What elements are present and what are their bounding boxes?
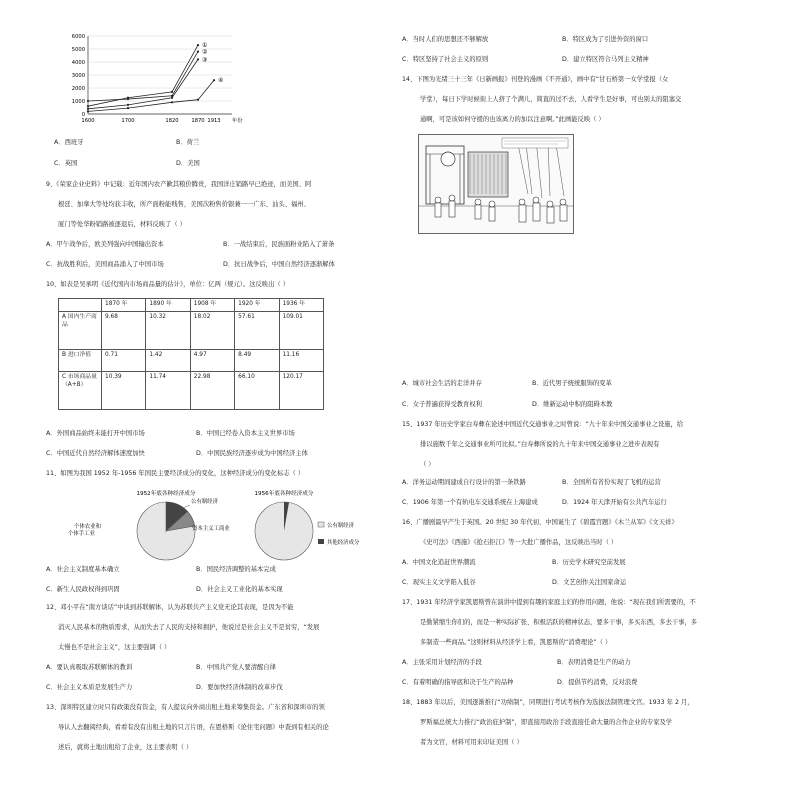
q15-stem-line3: （ ） — [420, 461, 435, 468]
table-cell: 9.68 — [102, 311, 146, 349]
data-point — [171, 91, 173, 93]
y-tick-label: 6000 — [71, 34, 85, 40]
data-point — [87, 105, 89, 107]
q11-option-c[interactable]: C．新生人民政权得到巩固 — [46, 586, 120, 593]
series-label: ③ — [202, 56, 208, 64]
q13-stem-line1: 13、深圳特区建立时只有政策没有资金，有人提议向外商出租土地来筹集资金。广东省和深圳市的领 — [46, 704, 325, 711]
y-tick-label: 4000 — [71, 60, 85, 66]
q12-stem-line1: 12、邓小平在“南方谈话”中谈到苏联解体，认为苏联共产主义党无论其表现，是因为不能 — [46, 604, 294, 611]
q16-option-c[interactable]: C．现实主义文学陷入低谷 — [402, 579, 476, 586]
data-point — [127, 98, 129, 100]
q8-option-d[interactable]: D．美国 — [176, 160, 200, 167]
q9-stem-line2: 根廷、加拿大等处均获丰收，所产面粉能贱售，美国次粉售价银兼一一广东、汕头、福州、 — [58, 201, 310, 208]
q9-option-a[interactable]: A．甲午战争后，欧美列强向中国输出资本 — [46, 241, 164, 248]
q16-option-a[interactable]: A．中国文化追赶世界潮流 — [402, 559, 476, 566]
q9-option-c[interactable]: C．抗战胜利后，美国商品涌入了中国市场 — [46, 261, 164, 268]
pie2-legend-other: 其他经济成分 — [327, 540, 360, 546]
q11-option-b[interactable]: B．国民经济调整的基本完成 — [196, 566, 276, 573]
table-row — [59, 349, 324, 371]
table-cell: 11.16 — [279, 349, 323, 371]
series-line — [88, 45, 198, 106]
q15-option-c[interactable]: C．1906 年第一个有轨电车交通系统在上海建成 — [402, 499, 538, 506]
q10-option-b[interactable]: B．中国已经卷入资本主义世界市场 — [196, 430, 295, 437]
q11-option-d[interactable]: D．社会主义工业化的基本实现 — [196, 586, 283, 593]
table-cell: 57.61 — [235, 311, 279, 349]
pie2-legend-swatch-public — [318, 522, 324, 527]
table-header-cell — [59, 299, 102, 312]
q15-option-b[interactable]: B．全国所有省份实现了飞机的运营 — [562, 479, 661, 486]
q16-stem-line1: 16、广播剧最早产生于英国。20 世纪 30 年代初，中国诞生了《碧霞宫题》《木兰从军》《文天祥》 — [402, 519, 678, 526]
q12-option-a[interactable]: A．要认真吸取苏联解体的教训 — [46, 664, 133, 671]
q9-stem-line3: 厦门等处华粉销路被逐退后，材料反映了（ ） — [58, 221, 186, 228]
q10-stem: 10、如表是吴承明《近代国内市场商品量的估计》，单位：亿两（规元）。这反映出（ ） — [46, 281, 289, 288]
table-cell: 0.71 — [102, 349, 146, 371]
q12-stem-line2: 消灭人民基本的物质需求，从而失去了人民的支持和拥护，他说过是社会主义不是贫穷，“发展 — [58, 624, 320, 631]
table-cell: 10.32 — [146, 311, 190, 349]
y-tick-label: 0 — [81, 112, 85, 118]
gdp-line-chart — [46, 30, 246, 130]
q18-stem-line1: 18、1883 年以后，美国逐渐推行“功绩制”，同期进行考试考核作为选拔法制管理文官。1933 年 2 月， — [402, 699, 694, 706]
q14-option-b[interactable]: B．近代男子统统服饰的变革 — [532, 380, 612, 387]
table-cell: 11.74 — [146, 371, 190, 409]
q13-option-d[interactable]: D．建立特区符合马列主义精神 — [562, 56, 649, 63]
table-row — [59, 311, 324, 349]
q8-option-b[interactable]: B．荷兰 — [176, 139, 200, 146]
series-label: ④ — [218, 77, 224, 85]
data-point — [87, 110, 89, 112]
table-header-cell: 1920 年 — [235, 299, 279, 312]
q14-option-c[interactable]: C．女子普遍获得受教育权利 — [402, 401, 482, 408]
table-header-row — [59, 299, 324, 312]
q8-option-a[interactable]: A．西班牙 — [54, 139, 84, 146]
q14-stem-line3: 通啊，可是该如何守援的也该离力的加以注意啊。”此画能反映（ ） — [420, 116, 605, 123]
q14-option-d[interactable]: D．维新运动中积的阻碍本教 — [532, 401, 613, 408]
q12-stem-line3: 太慢也不是社会主义”，这主要强调（ ） — [58, 644, 171, 651]
table-cell: 120.17 — [279, 371, 323, 409]
q10-option-a[interactable]: A．外国商品始终未能打开中国市场 — [46, 430, 145, 437]
q11-option-a[interactable]: A．社会主义制度基本确立 — [46, 566, 120, 573]
data-point — [127, 107, 129, 109]
data-point — [171, 97, 173, 99]
y-tick-label: 2000 — [71, 86, 85, 92]
x-axis-suffix: 年份 — [232, 118, 243, 124]
q14-option-a[interactable]: A．城市社会生活的走洋并存 — [402, 380, 482, 387]
series-label: ② — [202, 48, 208, 56]
data-point — [197, 58, 199, 60]
table-cell: 18.02 — [190, 311, 234, 349]
data-point — [87, 108, 89, 110]
pie1-label-individual-line1: 个体农业和 — [74, 524, 101, 530]
q17-stem-line1: 17、1931 年经济学家凯恩斯曾在演讲中提到有趣的家庭主妇的作用问题，他说：“现在我们所需要的，不 — [402, 599, 696, 606]
series-label: ① — [202, 42, 208, 50]
table-cell: A 国内生产商品 — [59, 311, 102, 349]
cartoon-illustration — [418, 134, 574, 234]
table-cell: 66.10 — [235, 371, 279, 409]
q9-option-b[interactable]: B．一战结束后，民族面粉业陷入了萧条 — [223, 241, 335, 248]
data-point — [213, 79, 215, 81]
x-tick-label: 1870 — [191, 118, 205, 124]
table-cell: C 市场商品量（A+B） — [59, 371, 102, 409]
q13-stem-line2: 导认人去翻阅经典，看看有没有出租土地的只言片语，在恩格斯《论住宅问题》中查到有相关的论 — [58, 724, 329, 731]
q13-stem-line3: 述后，就将土地出租给了企业，这主要表明（ ） — [58, 744, 193, 751]
q13-option-b[interactable]: B．特区成为了引进外资的窗口 — [562, 36, 649, 43]
pie2-legend-public: 公有制经济 — [327, 523, 354, 529]
table-row — [59, 371, 324, 409]
q10-option-c[interactable]: C．中国近代自然经济解体速度加快 — [46, 450, 145, 457]
table-cell: 22.98 — [190, 371, 234, 409]
q14-stem-line2: 学堂），每日下学时候街上人挤了个满儿，简直的过不去，人看学生是好事，可也别太的阻塞交 — [420, 96, 682, 103]
table-cell: 109.01 — [279, 311, 323, 349]
pie1-label-individual — [68, 522, 103, 537]
q9-stem-line1: 9、《荣家企业史料》中记载：近年国内农产歉其粮价腾贵，我国洋庄销路早已绝迹，而美国、阿 — [46, 181, 312, 188]
data-point — [197, 44, 199, 46]
table-cell: B 进口净值 — [59, 349, 102, 371]
pie2-legend-swatch-other — [318, 539, 324, 544]
q15-stem-line1: 15、1937 年历史学家白寿彝在论述中国近代交通事业之时曾说：“九十年来中国交通事业之设施，给 — [402, 421, 684, 428]
table-header-cell: 1908 年 — [190, 299, 234, 312]
series-line — [88, 52, 198, 101]
q9-option-d[interactable]: D．抗日战争后，中国自然经济逐渐解体 — [223, 261, 335, 268]
q11-pie-charts — [66, 486, 386, 568]
pie1-label-capitalist: 资本主义工商业 — [192, 526, 230, 532]
data-point — [87, 100, 89, 102]
q15-option-a[interactable]: A．洋务运动期间建成自行设计的第一条铁路 — [402, 479, 526, 486]
y-tick-label: 5000 — [71, 47, 85, 53]
q18-stem-line2: 罗斯福总统大力推行“政治庇护制”，即直接用政治手段直接任命大量的合作企业的专家及学 — [420, 719, 673, 726]
table-cell: 8.49 — [235, 349, 279, 371]
q8-option-c[interactable]: C．英国 — [54, 160, 78, 167]
table-header-cell: 1890 年 — [146, 299, 190, 312]
q15-stem-line2: 排以施数千年之交通事业所可比拟。”白寿彝所说的九十年来中国交通事业之进步表现有 — [420, 441, 660, 448]
q12-option-d[interactable]: D．要加快经济体制的改革步伐 — [196, 684, 283, 691]
q18-stem-line3: 者为文官，材料可用来印证美国（ ） — [420, 739, 523, 746]
x-tick-label: 1913 — [207, 118, 221, 124]
pie1-label-individual-line2: 个体手工业 — [68, 531, 95, 537]
q10-option-d[interactable]: D．中国民族经济逐步成为中国经济主体 — [196, 450, 308, 457]
x-tick-label: 1600 — [81, 118, 95, 124]
table-header-cell: 1870 年 — [102, 299, 146, 312]
q16-option-b[interactable]: B．历史学术研究空前发展 — [552, 559, 626, 566]
y-tick-label: 3000 — [71, 73, 85, 79]
x-tick-label: 1820 — [165, 118, 179, 124]
q17-stem-line3: 多制造一些商品。”这则材料从经济学上看，凯恩斯的“消费理论”（ ） — [420, 639, 612, 646]
q12-option-b[interactable]: B．中国共产党人要清醒自律 — [196, 664, 276, 671]
table-header-cell: 1936 年 — [279, 299, 323, 312]
q14-stem-line1: 14、下图为光绪三十三年《日新画报》刊登的漫画《不开通》，画中有“甘石桥第一女学堂报（女 — [402, 76, 669, 83]
q17-stem-line2: 是勤紧缩生你们的，而是一种实际扩张、积极活跃的精神状态，要多干事，多买东西，多去干事，多 — [420, 619, 698, 626]
table-cell: 1.42 — [146, 349, 190, 371]
q17-option-a[interactable]: A．主张采用计划经济的手段 — [402, 659, 482, 666]
pie2-title: 1956年底各种经济成分 — [254, 491, 314, 497]
q13-option-c[interactable]: C．特区坚持了社会主义的原则 — [402, 56, 489, 63]
pie1-title: 1952年底各种经济成分 — [136, 491, 196, 497]
data-point — [127, 104, 129, 106]
table-cell: 10.39 — [102, 371, 146, 409]
data-point — [171, 101, 173, 103]
pie1-label-public: 公有制经济 — [191, 499, 218, 505]
y-tick-label: 1000 — [71, 99, 85, 105]
q16-stem-line2: 《史可法》《西施》《抢石拒江》等一大批广播作品，这反映出当时（ ） — [420, 539, 618, 546]
q11-stem: 11、如图为我国 1952 年-1956 年国民主要经济成分的变化，这种经济成分的变化标志（ ） — [46, 470, 305, 477]
q16-option-d[interactable]: D．文艺创作关注国家命运 — [552, 579, 627, 586]
x-tick-label: 1700 — [121, 118, 135, 124]
q15-option-d[interactable]: D．1924 年天津开始有公共汽车运行 — [562, 499, 667, 506]
q10-table — [58, 298, 324, 410]
q17-option-b[interactable]: B．表明消费是生产的动力 — [557, 659, 631, 666]
q12-option-c[interactable]: C．社会主义本质是发展生产力 — [46, 684, 133, 691]
data-point — [197, 51, 199, 53]
data-point — [197, 99, 199, 101]
q17-option-d[interactable]: D．提倡节约消费，反对浪费 — [557, 679, 638, 686]
q13-option-a[interactable]: A．当时人们的思想还不够解放 — [402, 36, 489, 43]
table-cell: 4.97 — [190, 349, 234, 371]
q17-option-c[interactable]: C．有着明确的指导底和决于生产的品种 — [402, 679, 514, 686]
